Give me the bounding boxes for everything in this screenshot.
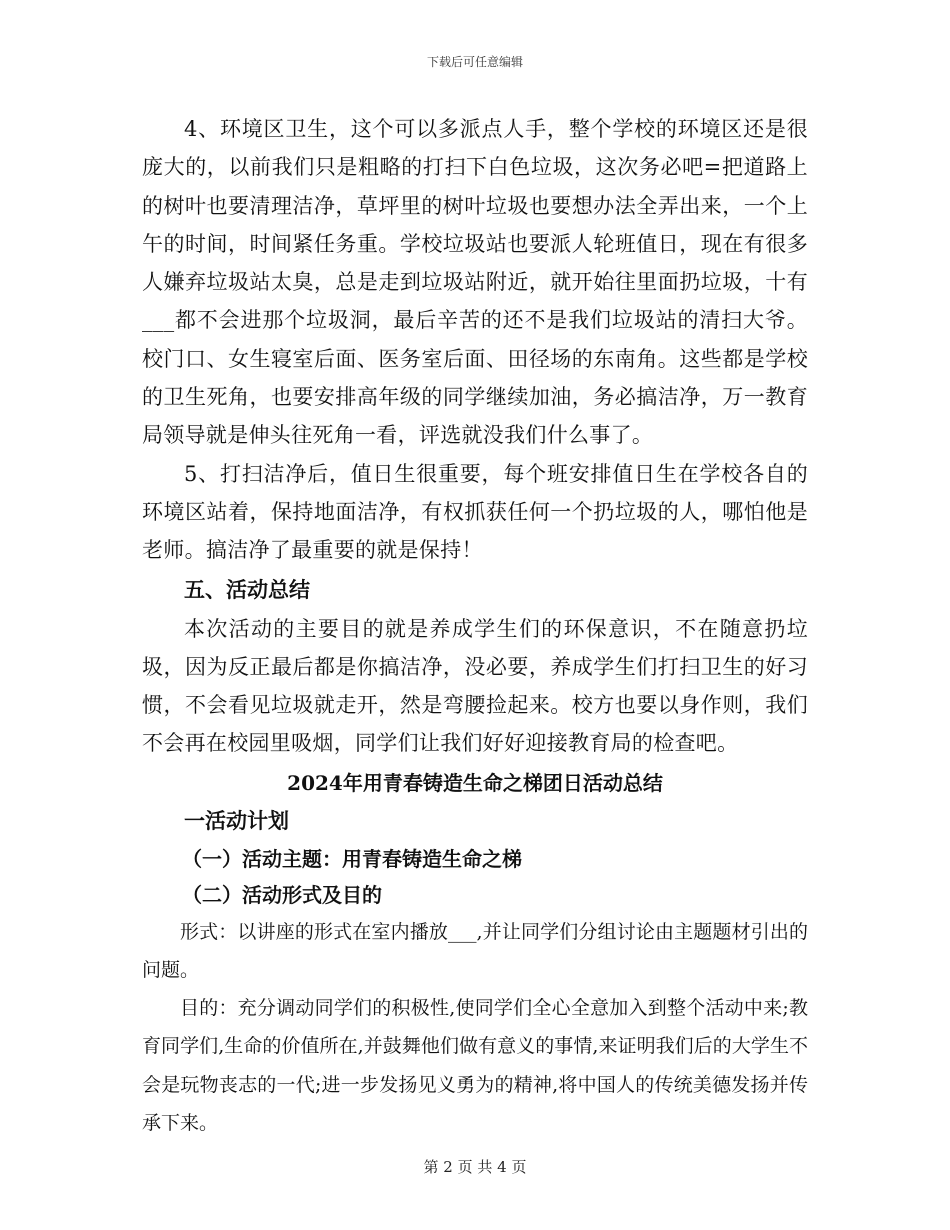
page-header: 下载后可任意编辑 (426, 55, 523, 69)
document-title: 2024年用青春铸造生命之梯团日活动总结 (287, 770, 663, 795)
heading-activity-summary: 五、活动总结 (184, 576, 310, 602)
document-body (142, 110, 808, 1142)
subheading-theme: （一）活动主题：用青春铸造生命之梯 (182, 846, 522, 871)
paragraph-duty-students: 5、打扫洁净后，值日生很重要，每个班安排值日生在学校各自的环境区站着，保持地面洁净，有权抓获任何一个扔垃圾的人，哪怕他是老师。搞洁净了最重要的就是保持！ (142, 461, 808, 563)
page-footer: 第 2 页 共 4 页 (423, 1158, 527, 1176)
paragraph-environment-area: 4、环境区卫生，这个可以多派点人手，整个学校的环境区还是很庞大的，以前我们只是粗略的打扫下白色垃圾，这次务必吧=把道路上的树叶也要清理洁净，草坪里的树叶垃圾也要想办法全弄出来，一个上午的时间，时间紧任务重。学校垃圾站也要派人轮班值日，现在有很多人嫌弃垃圾站太臭，总是走到垃圾站附近，就开始往里面扔垃圾，十有___都不会进那个垃圾洞，最后辛苦的还不是我们垃圾站的清扫大爷。校门口、女生寝室后面、医务室后面、田径场的东南角。这些都是学校的卫生死角，也要安排高年级的同学继续加油，务必搞洁净，万一教育局领导就是伸头往死角一看，评选就没我们什么事了。 (142, 117, 808, 448)
section-heading-plan: 一活动计划 (184, 807, 289, 833)
paragraph-form: 形式：以讲座的形式在室内播放___,并让同学们分组讨论由主题题材引出的问题。 (142, 920, 808, 981)
subheading-form-purpose: （二）活动形式及目的 (182, 882, 382, 907)
paragraph-purpose: 目的：充分调动同学们的积极性,使同学们全心全意加入到整个活动中来;教育同学们,生命的价值所在,并鼓舞他们做有意义的事情,来证明我们后的大学生不会是玩物丧志的一代;进一步发扬见义勇为的精神,将中国人的传统美德发扬并传承下来。 (142, 997, 808, 1134)
paragraph-summary: 本次活动的主要目的就是养成学生们的环保意识，不在随意扔垃圾，因为反正最后都是你搞洁净，没必要，养成学生们打扫卫生的好习惯，不会看见垃圾就走开，然是弯腰捡起来。校方也要以身作则，我们不会再在校园里吸烟，同学们让我们好好迎接教育局的检查吧。 (142, 616, 808, 756)
